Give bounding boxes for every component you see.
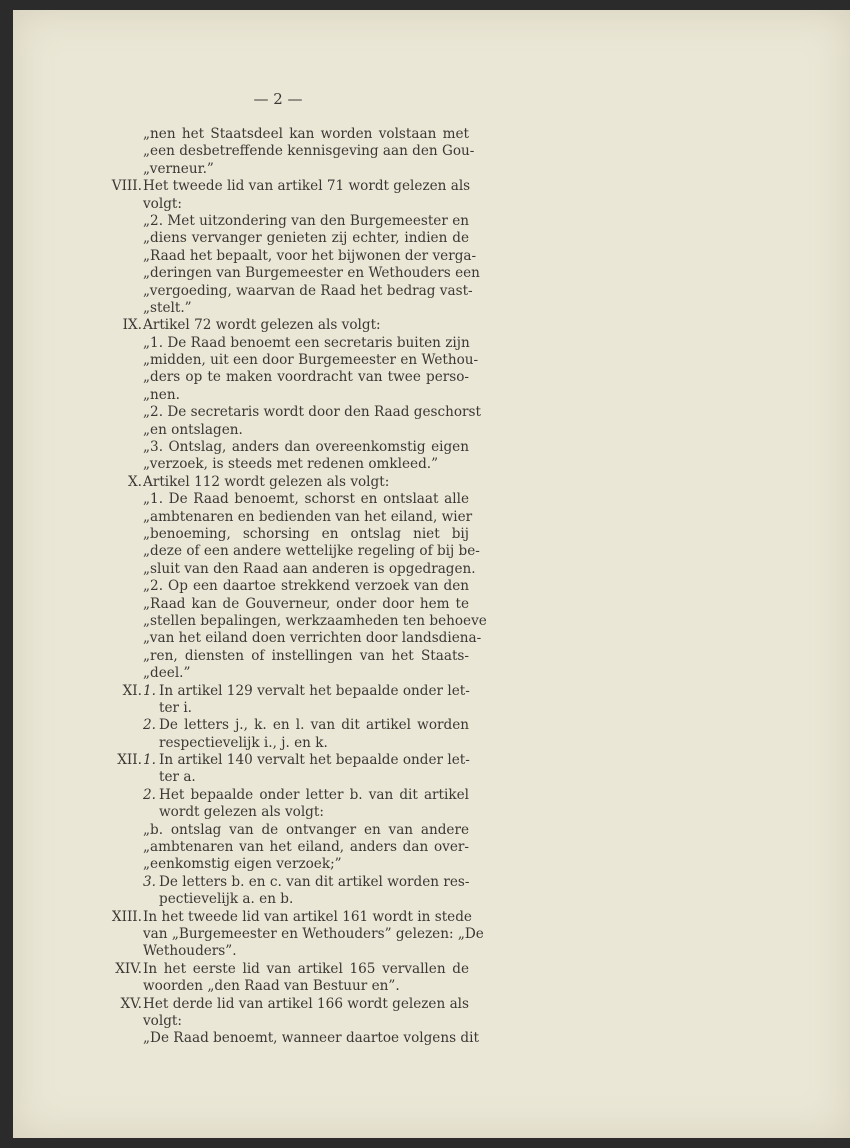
- text-line: [93, 317, 473, 334]
- line-text: ter i.: [159, 699, 192, 716]
- text-line: [93, 474, 473, 491]
- line-text: In het tweede lid van artikel 161 wordt in stede: [143, 908, 472, 925]
- text-line: [93, 612, 487, 630]
- text-line: [93, 352, 479, 369]
- line-text: „midden, uit een door Burgemeester en Wethou-: [143, 352, 479, 369]
- line-text: „en ontslagen.: [143, 421, 243, 438]
- line-text: „ren, diensten of instellingen van het Staats-: [143, 647, 469, 664]
- document-page: [13, 10, 850, 1138]
- text-line: [93, 700, 473, 717]
- sub-item-number: 2.: [143, 786, 156, 803]
- text-line: [93, 683, 473, 700]
- line-text: „nen het Staatsdeel kan worden volstaan met: [143, 126, 469, 142]
- text-line: [93, 596, 473, 613]
- text-line: [93, 230, 473, 247]
- line-text: „deel.”: [143, 665, 191, 682]
- line-text: De letters j., k. en l. van dit artikel worden: [159, 717, 469, 734]
- line-text: van „Burgemeester en Wethouders” gelezen: „De: [143, 925, 484, 942]
- line-text: „ambtenaren en bedienden van het eiland, wier: [143, 508, 473, 525]
- text-line: [93, 491, 473, 508]
- line-text: „een desbetreffende kennisgeving aan den Gou-: [143, 143, 475, 160]
- line-text: „eenkomstig eigen verzoek;”: [143, 856, 342, 873]
- line-text: „benoeming, schorsing en ontslag niet bij: [143, 525, 469, 542]
- line-text: „1. De Raad benoemt, schorst en ontslaat alle: [143, 491, 469, 508]
- sub-item-number: 2.: [143, 717, 156, 734]
- text-line: [93, 822, 473, 839]
- line-text: „ambtenaren van het eiland, anders dan over-: [143, 839, 469, 856]
- line-text: „b. ontslag van de ontvanger en van andere: [143, 821, 469, 838]
- text-line: [93, 1013, 473, 1030]
- line-text: In artikel 129 vervalt het bepaalde onder let-: [159, 682, 470, 699]
- line-text: „verneur.”: [143, 160, 214, 177]
- text-line: [93, 265, 480, 282]
- text-line: [93, 456, 473, 473]
- text-line: [93, 717, 473, 734]
- line-text: Het bepaalde onder letter b. van dit artikel: [159, 786, 469, 803]
- text-line: [93, 213, 473, 230]
- text-line: [93, 196, 473, 213]
- text-line: [93, 143, 473, 160]
- line-text: Het tweede lid van artikel 71 wordt gelezen als: [143, 178, 471, 195]
- page-number: — 2 —: [253, 90, 303, 108]
- line-text: „vergoeding, waarvan de Raad het bedrag vast-: [143, 282, 473, 299]
- sub-item-number: 3.: [143, 873, 156, 890]
- article-number: IX.: [122, 317, 142, 334]
- article-number: XI.: [122, 682, 142, 699]
- line-text: „Raad het bepaalt, voor het bijwonen der verga-: [143, 247, 477, 264]
- line-text: In het eerste lid van artikel 165 vervallen de: [143, 960, 469, 977]
- article-number: XII.: [117, 752, 142, 769]
- line-text: volgt:: [143, 1012, 182, 1029]
- line-text: „diens vervanger genieten zij echter, indien de: [143, 230, 469, 247]
- article-number: XIV.: [115, 960, 142, 977]
- line-text: „stellen bepalingen, werkzaamheden ten behoeve: [143, 612, 487, 629]
- line-text: „deringen van Burgemeester en Wethouders een: [143, 265, 480, 282]
- text-line: [93, 839, 473, 856]
- line-text: Het derde lid van artikel 166 wordt gelezen als: [143, 995, 469, 1012]
- text-line: [93, 630, 482, 647]
- line-text: woorden „den Raad van Bestuur en”.: [143, 978, 400, 995]
- line-text: De letters b. en c. van dit artikel worden res-: [159, 873, 470, 890]
- text-line: [93, 526, 473, 543]
- article-number: VIII.: [111, 178, 142, 195]
- text-line: [93, 578, 473, 595]
- sub-item-number: 1.: [143, 682, 156, 699]
- text-line: [93, 1030, 479, 1047]
- line-text: In artikel 140 vervalt het bepaalde onder let-: [159, 752, 470, 769]
- document-body: [93, 126, 487, 1048]
- text-line: [93, 891, 473, 908]
- text-line: [93, 769, 473, 786]
- line-text: „van het eiland doen verrichten door landsdiena-: [143, 630, 482, 647]
- text-line: [93, 978, 473, 995]
- line-text: respectievelijk i., j. en k.: [159, 734, 328, 751]
- line-text: „ders op te maken voordracht van twee perso-: [143, 369, 469, 386]
- text-line: [93, 856, 473, 873]
- text-line: [93, 925, 484, 943]
- text-line: [93, 943, 473, 960]
- article-number: XV.: [120, 995, 142, 1012]
- text-line: [93, 126, 473, 143]
- sub-item-number: 1.: [143, 752, 156, 769]
- text-line: [93, 752, 473, 769]
- line-text: Artikel 72 wordt gelezen als volgt:: [143, 317, 381, 334]
- text-line: [93, 404, 481, 421]
- text-line: [93, 787, 473, 804]
- text-line: [93, 300, 473, 317]
- line-text: „Raad kan de Gouverneur, onder door hem te: [143, 595, 469, 612]
- line-text: „nen.: [143, 386, 180, 403]
- line-text: wordt gelezen als volgt:: [159, 804, 324, 821]
- text-line: [93, 735, 473, 752]
- text-line: [93, 996, 473, 1013]
- line-text: „deze of een andere wettelijke regeling of bij be-: [143, 543, 480, 560]
- text-line: [93, 648, 473, 665]
- text-line: [93, 509, 473, 526]
- line-text: „1. De Raad benoemt een secretaris buiten zijn: [143, 334, 470, 351]
- line-text: „De Raad benoemt, wanneer daartoe volgens dit: [143, 1030, 479, 1047]
- line-text: „3. Ontslag, anders dan overeenkomstig eigen: [143, 439, 469, 456]
- line-text: „sluit van den Raad aan anderen is opgedragen.: [143, 560, 476, 577]
- text-line: [93, 283, 473, 300]
- line-text: „2. Met uitzondering van den Burgemeester en: [143, 212, 469, 229]
- text-line: [93, 560, 476, 578]
- line-text: „verzoek, is steeds met redenen omkleed.”: [143, 456, 439, 473]
- line-text: „2. Op een daartoe strekkend verzoek van den: [143, 578, 469, 595]
- text-line: [93, 335, 473, 352]
- text-line: [93, 665, 473, 682]
- text-line: [93, 804, 473, 821]
- text-line: [93, 909, 473, 926]
- text-line: [93, 874, 473, 891]
- line-text: „stelt.”: [143, 299, 192, 316]
- line-text: „2. De secretaris wordt door den Raad geschorst: [143, 404, 481, 421]
- line-text: ter a.: [159, 769, 196, 786]
- text-line: [93, 422, 473, 439]
- line-text: Artikel 112 wordt gelezen als volgt:: [143, 473, 390, 490]
- text-line: [93, 961, 473, 978]
- line-text: Wethouders”.: [143, 943, 237, 960]
- text-line: [93, 178, 473, 195]
- article-number: X.: [128, 473, 142, 490]
- line-text: pectievelijk a. en b.: [159, 891, 294, 908]
- text-line: [93, 439, 473, 456]
- text-line: [93, 387, 473, 404]
- text-line: [93, 369, 473, 386]
- line-text: volgt:: [143, 195, 182, 212]
- article-number: XIII.: [111, 908, 142, 925]
- text-line: [93, 247, 477, 265]
- text-line: [93, 161, 473, 178]
- text-line: [93, 543, 480, 560]
